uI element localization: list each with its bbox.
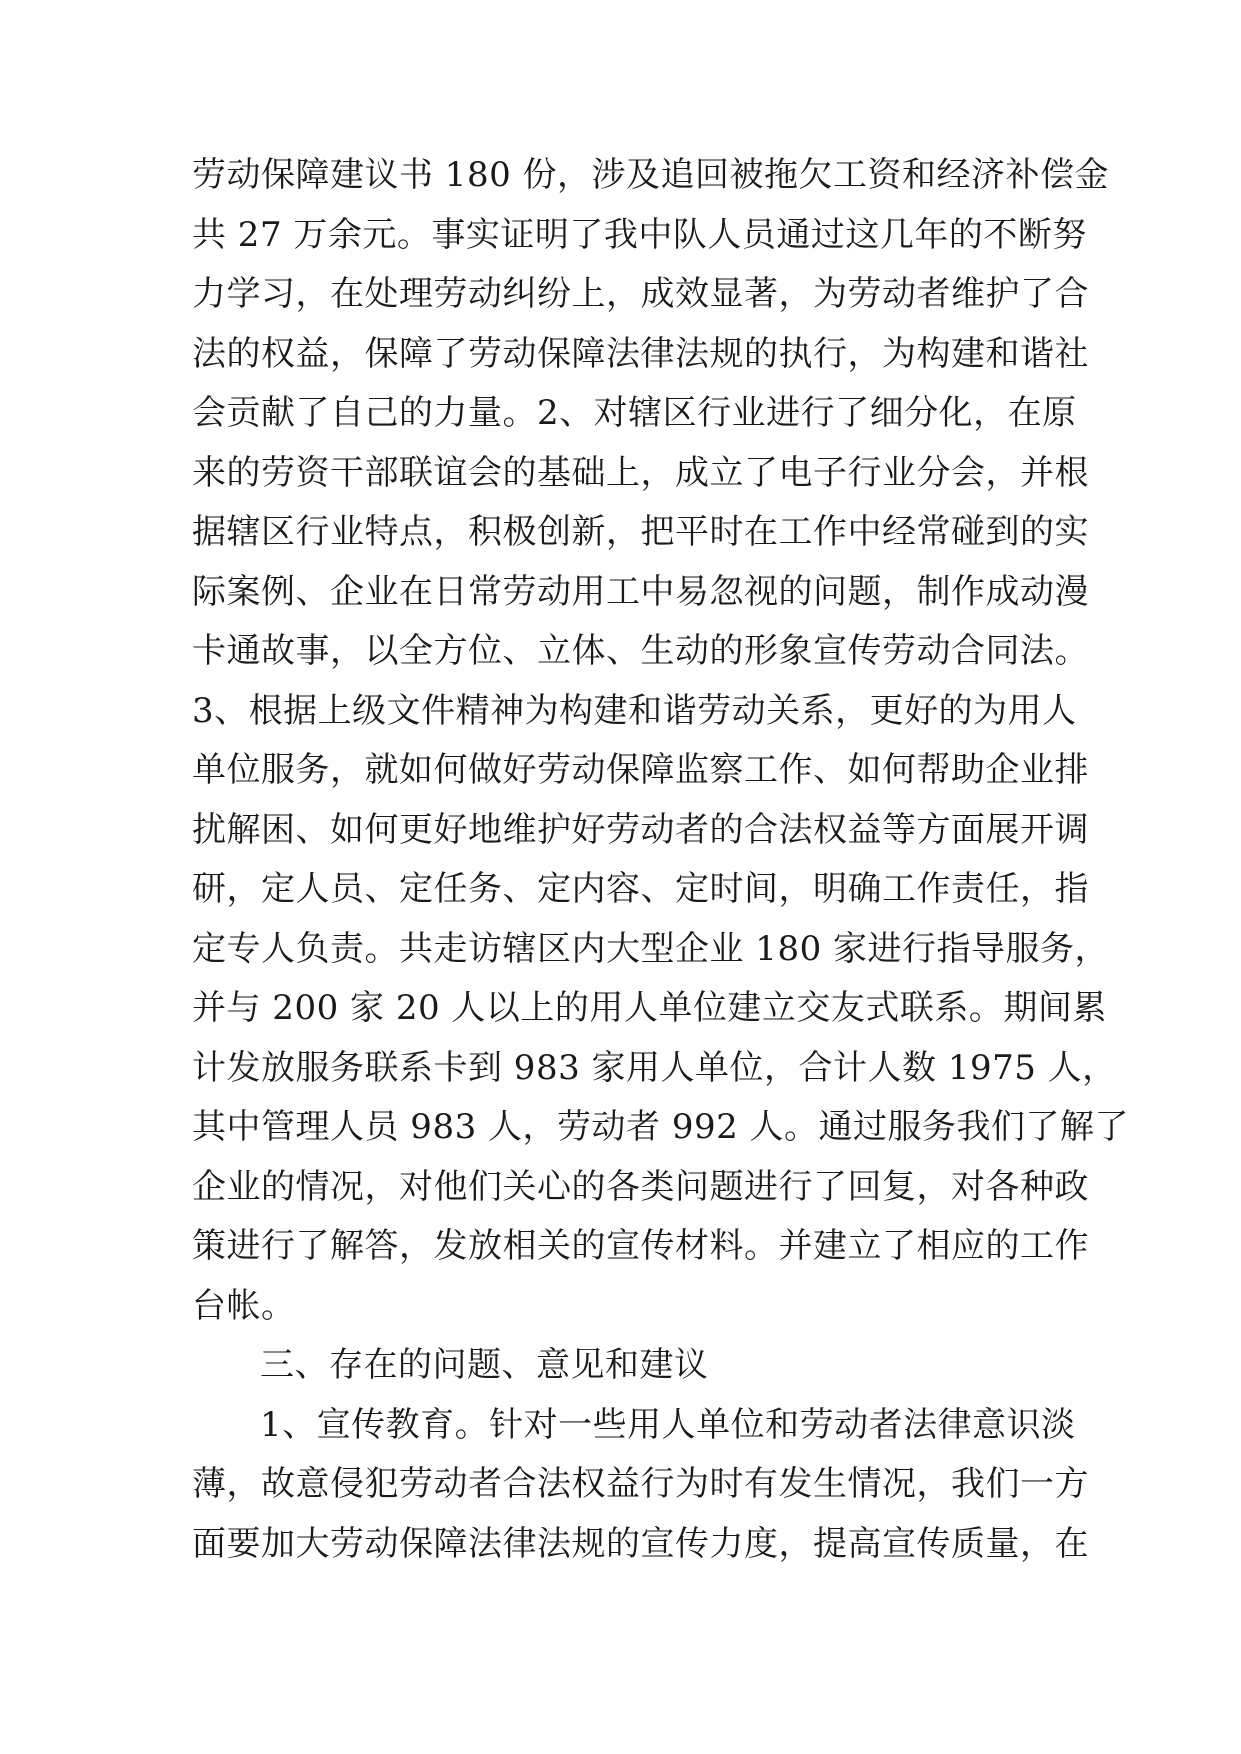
text-line: 劳动保障建议书 180 份，涉及追回被拖欠工资和经济补偿金 — [192, 155, 1110, 195]
text-line: 并与 200 家 20 人以上的用人单位建立交友式联系。期间累 — [192, 988, 1107, 1028]
text-line: 卡通故事，以全方位、立体、生动的形象宣传劳动合同法。 — [192, 631, 1089, 671]
document-body — [192, 146, 1130, 1574]
text-line: 单位服务，就如何做好劳动保障监察工作、如何帮助企业排 — [192, 750, 1089, 790]
text-line: 策进行了解答，发放相关的宣传材料。并建立了相应的工作 — [192, 1226, 1089, 1266]
text-line: 3、根据上级文件精神为构建和谐劳动关系，更好的为用人 — [192, 690, 1077, 731]
text-line: 薄，故意侵犯劳动者合法权益行为时有发生情况，我们一方 — [192, 1464, 1089, 1504]
text-line: 来的劳资干部联谊会的基础上，成立了电子行业分会，并根 — [192, 452, 1089, 493]
text-line: 定专人负责。共走访辖区内大型企业 180 家进行指导服务， — [192, 928, 1110, 969]
text-line: 法的权益，保障了劳动保障法律法规的执行，为构建和谐社 — [192, 333, 1089, 374]
text-line: 1、宣传教育。针对一些用人单位和劳动者法律意识淡 — [260, 1404, 1076, 1445]
text-line: 扰解困、如何更好地维护好劳动者的合法权益等方面展开调 — [192, 809, 1089, 850]
text-line: 力学习，在处理劳动纠纷上，成效显著，为劳动者维护了合 — [192, 274, 1089, 314]
text-line: 共 27 万余元。事实证明了我中队人员通过这几年的不断努 — [192, 214, 1087, 255]
text-line: 据辖区行业特点，积极创新，把平时在工作中经常碰到的实 — [192, 512, 1089, 552]
section-heading: 三、存在的问题、意见和建议 — [260, 1345, 709, 1385]
text-line: 企业的情况，对他们关心的各类问题进行了回复，对各种政 — [192, 1166, 1089, 1207]
text-line: 计发放服务联系卡到 983 家用人单位，合计人数 1975 人， — [192, 1047, 1117, 1088]
text-line: 其中管理人员 983 人，劳动者 992 人。通过服务我们了解了 — [192, 1107, 1130, 1147]
text-line: 台帐。 — [192, 1285, 296, 1326]
text-line: 会贡献了自己的力量。2、对辖区行业进行了细分化，在原 — [192, 393, 1077, 433]
text-line: 面要加大劳动保障法律法规的宣传力度，提高宣传质量，在 — [192, 1523, 1089, 1564]
text-line: 际案例、企业在日常劳动用工中易忽视的问题，制作成动漫 — [192, 571, 1089, 612]
text-line: 研，定人员、定任务、定内容、定时间，明确工作责任，指 — [192, 869, 1089, 909]
